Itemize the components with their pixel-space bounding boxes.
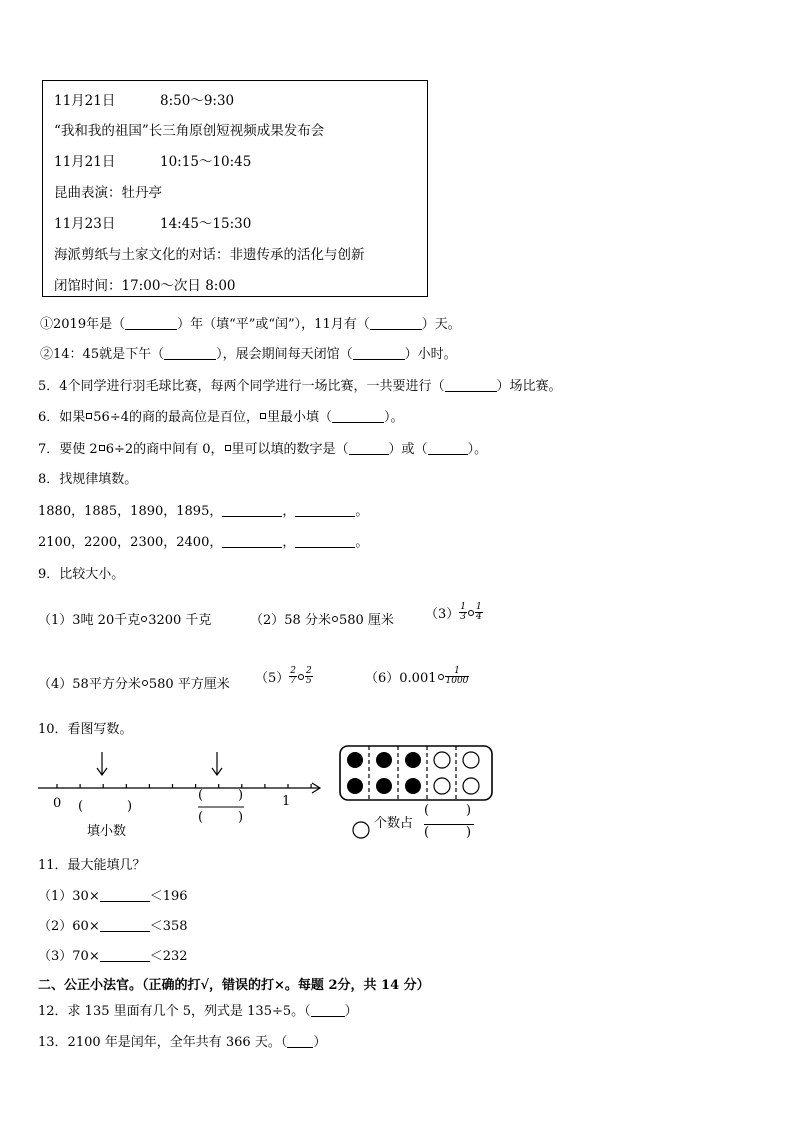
answer-blank[interactable] (295, 504, 355, 517)
answer-blank[interactable] (164, 347, 216, 360)
filled-dot (405, 752, 421, 768)
filled-dot (347, 778, 363, 794)
question-4-1 (40, 313, 461, 332)
answer-blank[interactable] (295, 535, 355, 548)
empty-dot (434, 752, 450, 768)
fraction-denominator: 5 (306, 676, 312, 686)
empty-dot (463, 752, 479, 768)
fraction (459, 603, 467, 622)
count-frac-den-open: ( (424, 825, 430, 840)
schedule-time: 14:45～15:30 (160, 216, 252, 232)
section-2-title: 二、公正小法官。（正确的打√，错误的打×。每题 2分，共 14 分） (38, 978, 430, 993)
question-11-title: 11．最大能填几？ (38, 858, 146, 873)
tick-label-zero: 0 (53, 796, 62, 811)
answer-blank[interactable] (370, 317, 422, 330)
compare-circle-icon[interactable] (142, 680, 148, 686)
filled-dot (376, 778, 392, 794)
answer-blank[interactable] (100, 919, 150, 932)
answer-blank[interactable] (222, 535, 282, 548)
square-blank-icon (225, 445, 231, 451)
empty-circle-icon (351, 820, 371, 840)
decimal-blank-close: ) (127, 799, 133, 814)
question-12 (38, 1000, 358, 1019)
schedule-time: 8:50～9:30 (160, 93, 235, 109)
fraction (305, 667, 313, 686)
fraction-denominator: 3 (460, 612, 467, 622)
schedule-event: 昆曲表演：牡丹亭 (54, 185, 162, 201)
question-4-2 (40, 343, 457, 362)
count-frac-num-close: ) (466, 803, 472, 818)
answer-blank[interactable] (349, 442, 389, 455)
answer-blank[interactable] (353, 347, 405, 360)
fraction (475, 603, 483, 622)
schedule-row (54, 212, 252, 232)
question-13 (38, 1031, 326, 1050)
answer-blank[interactable] (100, 949, 150, 962)
answer-blank[interactable] (222, 504, 282, 517)
question-7 (38, 438, 487, 457)
decimal-blank-open: ( (78, 799, 84, 814)
q12-text: 12．求 135 里面有几个 5，列式是 135÷5。（ (38, 1004, 311, 1019)
schedule-date: 11月21日 (54, 154, 116, 170)
q11-3-right: ＜232 (149, 949, 188, 964)
answer-blank[interactable] (428, 442, 468, 455)
question-8-title: 8．找规律填数。 (38, 472, 138, 487)
q6-text-b: 56÷4的商的最高位是百位， (93, 410, 259, 425)
compare-4-left: （4）58平方分米 (38, 677, 141, 692)
compare-2-right: 580 厘米 (338, 613, 394, 628)
fraction-denominator: 7 (290, 676, 297, 686)
q4-1-text-c: ）天。 (421, 317, 461, 332)
q7-text-e: ）。 (467, 442, 488, 457)
fraction-numerator: 2 (306, 666, 312, 676)
schedule-event: 海派剪纸与土家文化的对话：非遗传承的活化与创新 (54, 247, 365, 263)
filled-dot (347, 752, 363, 768)
q4-2-text-a: ②14：45就是下午（ (40, 347, 165, 362)
fraction (445, 667, 470, 686)
fraction-denominator: 4 (476, 612, 482, 622)
schedule-box (42, 80, 428, 297)
comma: ， (282, 535, 296, 550)
square-blank-icon (86, 413, 92, 419)
schedule-row (54, 150, 252, 170)
square-blank-icon (260, 413, 266, 419)
fraction-denominator-open: ( (198, 810, 204, 825)
compare-1 (38, 609, 211, 628)
empty-dot (434, 778, 450, 794)
q11-2-left: （2）60× (38, 919, 100, 934)
compare-circle-icon[interactable] (468, 610, 474, 616)
question-11-2 (38, 915, 188, 934)
q5-text-a: 5．4个同学进行羽毛球比赛，每两个同学进行一场比赛，一共要进行（ (38, 379, 445, 394)
q7-text-d: ）或（ (388, 442, 428, 457)
dot-grid (338, 744, 494, 802)
q7-text-a: 7．要使 2 (38, 442, 98, 457)
number-line (30, 740, 330, 840)
square-blank-icon (99, 445, 105, 451)
period: 。 (355, 535, 369, 550)
schedule-date: 11月23日 (54, 216, 116, 232)
compare-4 (38, 673, 230, 692)
compare-1-left: （1）3吨 20千克 (38, 613, 141, 628)
compare-circle-icon[interactable] (332, 616, 338, 622)
q4-2-text-b: ），展会期间每天闭馆（ (216, 347, 353, 362)
compare-circle-icon[interactable] (141, 616, 147, 622)
compare-3 (425, 603, 483, 622)
fraction-denominator-close: ) (238, 810, 244, 825)
compare-6-left: （6）0.001 (365, 671, 437, 686)
answer-blank[interactable] (311, 1004, 345, 1017)
empty-dot (463, 778, 479, 794)
sequence-2-values: 2100，2200，2300，2400， (38, 535, 223, 550)
q4-1-text-b: ）年（填“平”或“闰”），11月有（ (177, 317, 370, 332)
q7-text-b: 6÷2的商中间有 0， (105, 442, 224, 457)
question-11-1 (38, 885, 188, 904)
schedule-event: “我和我的祖国”长三角原创短视频成果发布会 (54, 123, 325, 139)
compare-6 (365, 667, 469, 686)
fraction-numerator: 1 (460, 602, 467, 612)
answer-blank[interactable] (445, 379, 497, 392)
fill-decimal-label: 填小数 (87, 824, 127, 839)
q13-text: 13．2100 年是闰年，全年共有 366 天。（ (38, 1035, 288, 1050)
q11-1-right: ＜196 (149, 889, 188, 904)
fraction-numerator: 1 (445, 667, 470, 677)
compare-circle-icon[interactable] (438, 674, 444, 680)
compare-4-right: 580 平方厘米 (148, 677, 230, 692)
q6-text-c: 里最小填（ (267, 410, 333, 425)
fraction-numerator-open: ( (198, 788, 204, 803)
question-11-3 (38, 945, 188, 964)
fraction (289, 667, 297, 686)
q6-text-d: ）。 (384, 410, 404, 425)
answer-blank[interactable] (332, 410, 384, 423)
fraction-numerator-close: ) (238, 788, 244, 803)
q11-2-right: ＜358 (149, 919, 188, 934)
compare-3-label: （3） (425, 607, 460, 622)
comma: ， (282, 504, 296, 519)
q7-text-c: 里可以填的数字是（ (231, 442, 349, 457)
schedule-row (54, 89, 235, 109)
fraction-denominator: 1000 (445, 676, 469, 686)
tick-label-one: 1 (282, 794, 291, 809)
compare-2 (250, 609, 394, 628)
question-6 (38, 406, 404, 425)
compare-1-right: 3200 千克 (148, 613, 212, 628)
q6-text-a: 6．如果 (38, 410, 86, 425)
count-frac-den-close: ) (466, 825, 472, 840)
answer-blank[interactable] (287, 1035, 313, 1048)
answer-blank[interactable] (100, 889, 150, 902)
count-label: 个数占 (374, 816, 414, 831)
compare-5 (255, 667, 313, 686)
compare-2-left: （2）58 分米 (250, 613, 331, 628)
q11-3-left: （3）70× (38, 949, 100, 964)
filled-dot (376, 752, 392, 768)
fraction-numerator: 2 (290, 666, 297, 676)
q11-1-left: （1）30× (38, 889, 100, 904)
q13-end: ） (313, 1035, 327, 1050)
q12-end: ） (344, 1004, 358, 1019)
schedule-time: 10:15～10:45 (160, 154, 252, 170)
filled-dot (405, 778, 421, 794)
sequence-1-values: 1880，1885，1890，1895， (38, 504, 223, 519)
question-9-title: 9．比较大小。 (38, 567, 125, 582)
q4-1-text-a: ①2019年是（ (40, 317, 126, 332)
q4-2-text-c: ）小时。 (404, 347, 457, 362)
schedule-date: 11月21日 (54, 93, 116, 109)
count-frac-num-open: ( (424, 803, 430, 818)
fraction-numerator: 1 (476, 602, 482, 612)
q5-text-b: ）场比赛。 (496, 379, 562, 394)
schedule-closing-time: 闭馆时间：17:00～次日 8:00 (54, 278, 236, 294)
answer-blank[interactable] (125, 317, 177, 330)
sequence-1 (38, 500, 368, 519)
period: 。 (355, 504, 369, 519)
compare-circle-icon[interactable] (298, 674, 304, 680)
question-5 (38, 375, 562, 394)
sequence-2 (38, 531, 368, 550)
question-10-title: 10．看图写数。 (38, 722, 133, 737)
compare-5-label: （5） (255, 671, 290, 686)
